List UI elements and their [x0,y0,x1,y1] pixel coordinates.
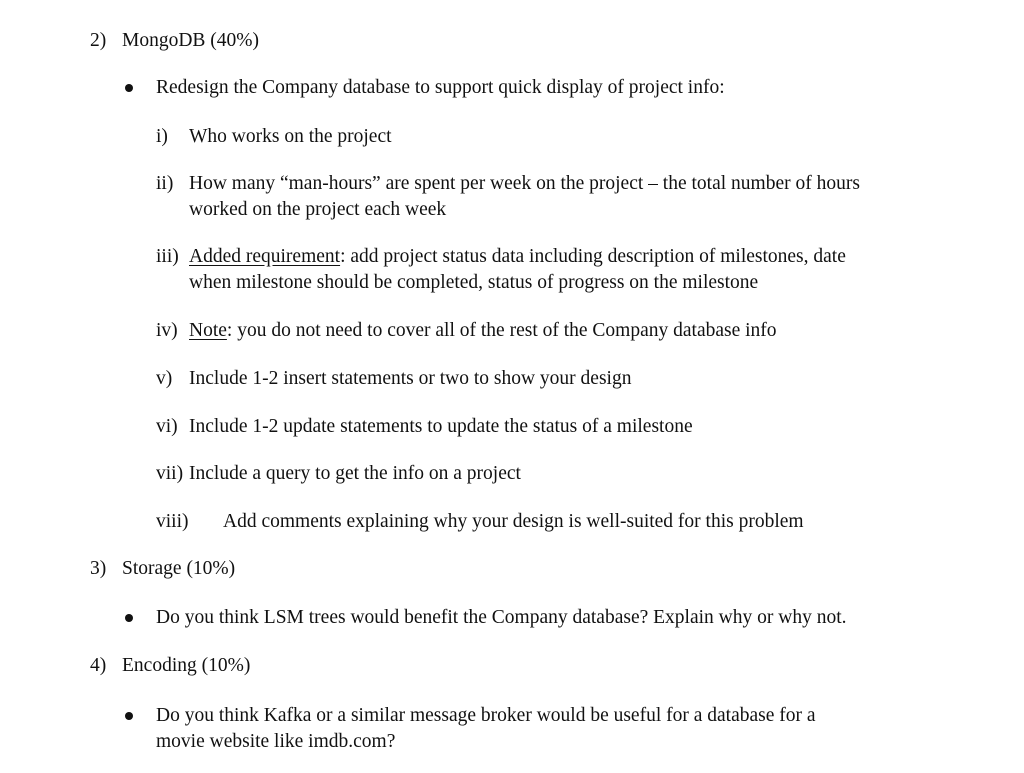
list-marker: iii) [156,246,179,267]
list-marker: vi) [156,416,178,437]
section-number: 4) [90,655,107,676]
bullet-text: Do you think Kafka or a similar message broker would be useful for a database for a [156,705,816,726]
bullet-icon [125,712,133,720]
list-marker: v) [156,368,173,389]
list-marker: iv) [156,320,178,341]
list-item-text [189,244,846,270]
section-number: 3) [90,558,107,579]
bullet-icon [125,84,133,92]
list-item-text-continued: when milestone should be completed, status of progress on the milestone [189,272,759,293]
list-item-text: How many “man-hours” are spent per week on the project – the total number of hours [189,173,860,194]
section-title: MongoDB (40%) [122,30,260,51]
list-item-text-continued: worked on the project each week [189,199,447,220]
list-marker: i) [156,126,168,147]
list-item-text: Add comments explaining why your design is well-suited for this problem [223,511,804,532]
list-item-text-rest: : add project status data including description of milestones, date [340,246,846,267]
list-marker: ii) [156,173,174,194]
bullet-text: Do you think LSM trees would benefit the Company database? Explain why or why not. [156,607,847,628]
list-marker: vii) [156,463,184,484]
list-item-text-rest: : you do not need to cover all of the rest of the Company database info [226,320,777,341]
list-item-text: Include 1-2 update statements to update the status of a milestone [189,416,693,437]
list-item-text: Include a query to get the info on a project [189,463,521,484]
underlined-label: Note [189,320,227,341]
list-item-text: Who works on the project [189,126,392,147]
section-number: 2) [90,30,107,51]
section-title: Encoding (10%) [122,655,251,676]
section-title: Storage (10%) [122,558,236,579]
bullet-text-continued: movie website like imdb.com? [156,731,396,752]
bullet-text: Redesign the Company database to support quick display of project info: [156,77,725,98]
list-marker: viii) [156,511,189,532]
list-item-text [189,318,777,344]
list-item-text: Include 1-2 insert statements or two to show your design [189,368,632,389]
underlined-label: Added requirement [189,246,341,267]
bullet-icon [125,614,133,622]
